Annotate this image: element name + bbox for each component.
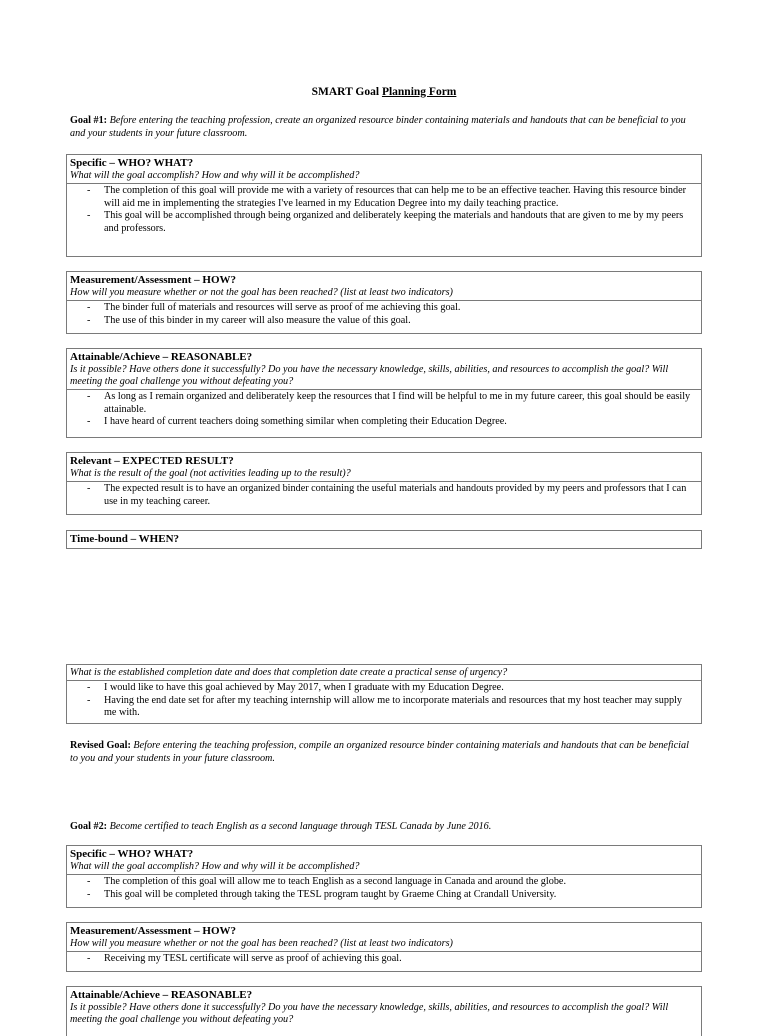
goal1-timebound-continued-box [66, 664, 702, 724]
goal2-text: Become certified to teach English as a second language through TESL Canada by June 2016. [107, 821, 492, 832]
section-heading: Measurement/Assessment – HOW? [70, 925, 236, 937]
bullet-list [67, 184, 701, 237]
goal2-specific-box [66, 845, 702, 908]
page-title [0, 86, 768, 99]
goal1-text: Before entering the teaching profession, create an organized resource binder containing materials and handouts that can be beneficial to you and your students in your future classroom. [70, 115, 686, 139]
list-item: - I would like to have this goal achieved by May 2017, when I graduate with my Education Degree. [81, 682, 695, 695]
section-question: Is it possible? Have others done it successfully? Do you have the necessary knowledge, skills, abilities, and resources to accomplish the goal? Will meeting the goal challenge you without defeating you? [70, 1002, 669, 1025]
bullet-list [67, 875, 701, 903]
list-item: - I have heard of current teachers doing something similar when completing their Education Degree. [81, 416, 695, 429]
list-item: - Having the end date set for after my teaching internship will allow me to incorporate materials and resources that my host teacher may supply me with. [81, 695, 695, 720]
list-item: - The binder full of materials and resources will serve as proof of me achieving this goal. [81, 302, 695, 315]
section-heading: Time-bound – WHEN? [70, 533, 180, 545]
section-heading: Relevant – EXPECTED RESULT? [70, 455, 234, 467]
section-header [67, 846, 701, 875]
goal1-measurement-box [66, 271, 702, 334]
bullet-list [67, 681, 701, 722]
section-header [67, 453, 701, 482]
list-item: - The completion of this goal will provide me with a variety of resources that can help me to be an effective teacher. Having this resource binder will aid me in implementing the strategies I've learned in my Education Degree into my daily teaching practice. [81, 185, 695, 210]
bullet-list [67, 482, 701, 510]
section-question: What will the goal accomplish? How and why will it be accomplished? [70, 170, 360, 181]
section-question: What is the established completion date and does that completion date create a practical sense of urgency? [67, 665, 701, 681]
section-question: What will the goal accomplish? How and why will it be accomplished? [70, 861, 360, 872]
section-question: How will you measure whether or not the goal has been reached? (list at least two indicators) [70, 938, 453, 949]
bullet-list [67, 301, 701, 329]
section-heading: Attainable/Achieve – REASONABLE? [70, 989, 253, 1001]
goal2-statement [70, 820, 698, 833]
section-heading: Measurement/Assessment – HOW? [70, 274, 236, 286]
goal1-relevant-box [66, 452, 702, 515]
goal2-measurement-box [66, 922, 702, 972]
section-heading: Attainable/Achieve – REASONABLE? [70, 351, 253, 363]
title-text: SMART Goal [311, 86, 382, 98]
goal2-attainable-box [66, 986, 702, 1036]
section-header [67, 349, 701, 390]
section-heading: Specific – WHO? WHAT? [70, 157, 194, 169]
section-header [67, 155, 701, 184]
bullet-list [67, 952, 701, 968]
section-header [67, 531, 701, 547]
list-item: - The expected result is to have an organized binder containing the useful materials and handouts provided by my peers and professors that I can use in my teaching career. [81, 483, 695, 508]
revised-goal-text: Before entering the teaching profession, compile an organized resource binder containing materials and handouts that can be beneficial to you and your students in your future classroom. [70, 740, 689, 764]
section-header [67, 987, 701, 1027]
goal1-label: Goal #1: [70, 115, 108, 126]
section-question: What is the result of the goal (not activities leading up to the result)? [70, 468, 351, 479]
list-item: - This goal will be accomplished through being organized and deliberately keeping the materials and handouts that are given to me by my peers and professors. [81, 210, 695, 235]
list-item: - The use of this binder in my career will also measure the value of this goal. [81, 315, 695, 328]
revised-goal-label: Revised Goal: [70, 740, 131, 751]
goal1-revised-statement [70, 739, 698, 765]
section-header [67, 272, 701, 301]
section-question: Is it possible? Have others done it successfully? Do you have the necessary knowledge, skills, abilities, and resources to accomplish the goal? Will meeting the goal challenge you without defeating you? [70, 364, 669, 387]
goal1-specific-box [66, 154, 702, 257]
bullet-list [67, 390, 701, 431]
goal1-statement [70, 114, 698, 140]
goal1-timebound-box [66, 530, 702, 549]
section-heading: Specific – WHO? WHAT? [70, 848, 194, 860]
list-item: - The completion of this goal will allow me to teach English as a second language in Canada and around the globe. [81, 876, 695, 889]
section-question: How will you measure whether or not the goal has been reached? (list at least two indicators) [70, 287, 453, 298]
list-item: - Receiving my TESL certificate will serve as proof of achieving this goal. [81, 953, 695, 966]
goal1-attainable-box [66, 348, 702, 438]
title-underlined-text: Planning Form [381, 86, 457, 98]
section-header [67, 923, 701, 952]
list-item: - This goal will be completed through taking the TESL program taught by Graeme Ching at Crandall University. [81, 889, 695, 902]
list-item: - As long as I remain organized and deliberately keep the resources that I find will be helpful to me in my future career, this goal should be easily attainable. [81, 391, 695, 416]
goal2-label: Goal #2: [70, 821, 108, 832]
